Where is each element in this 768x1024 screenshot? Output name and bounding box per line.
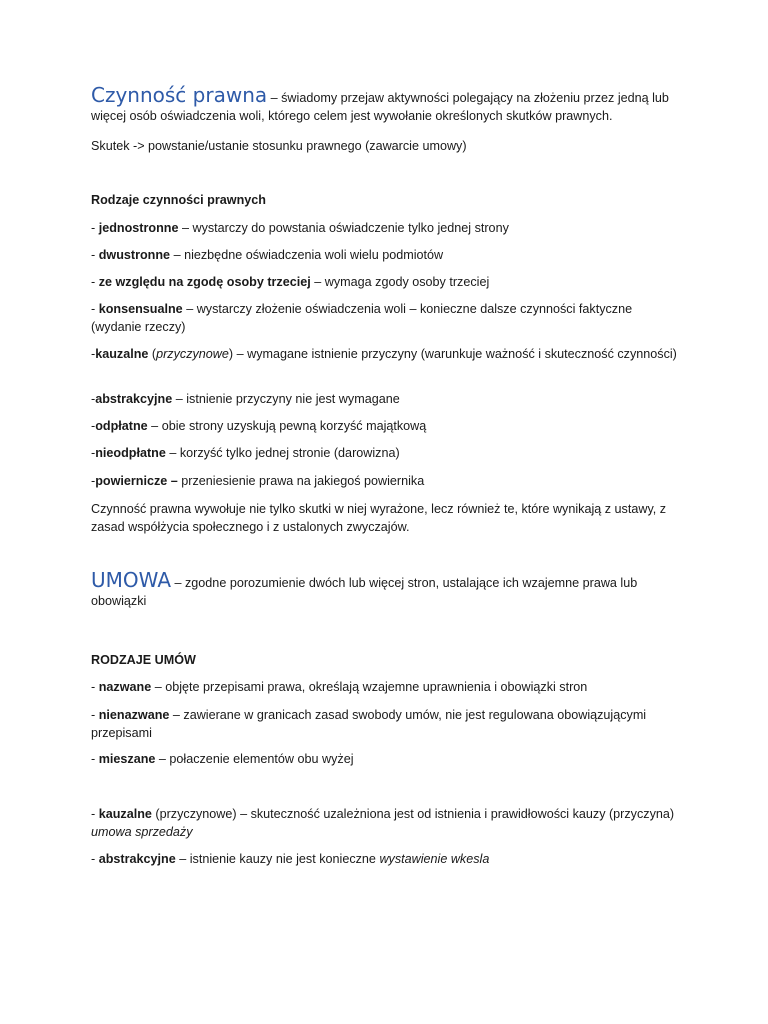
item-text: (	[148, 347, 157, 361]
item-text: – korzyść tylko jednej stronie (darowizna)	[165, 446, 400, 460]
item-term: odpłatne	[95, 419, 148, 433]
item-text: – wymaga zgody osoby trzeciej	[310, 275, 490, 289]
item-term: ze względu na zgodę osoby trzeciej	[98, 275, 311, 289]
item-term: powiernicze –	[95, 474, 178, 488]
item-example: umowa sprzedaży	[91, 825, 193, 839]
item-prefix: -	[91, 708, 99, 722]
item-text: – obie strony uzyskują pewną korzyść majątkową	[147, 419, 427, 433]
item-prefix: -	[91, 302, 99, 316]
item-term: nienazwane	[98, 708, 170, 722]
item-term: kauzalne	[98, 807, 152, 821]
item-prefix: -	[91, 807, 99, 821]
list-item	[91, 300, 681, 336]
section1-closing: Czynność prawna wywołuje nie tylko skutki w niej wyrażone, lecz również te, które wynikają z ustawy, z zasad współżycia społecznego i z ustalonych zwyczajów.	[91, 502, 667, 534]
section1-effect: Skutek -> powstanie/ustanie stosunku prawnego (zawarcie umowy)	[91, 139, 467, 153]
item-text: – istnienie przyczyny nie jest wymagane	[172, 392, 400, 406]
item-prefix: -	[91, 474, 96, 488]
list-item	[91, 706, 681, 742]
item-prefix: -	[91, 221, 99, 235]
item-text: – wystarczy złożenie oświadczenia woli – konieczne dalsze czynności faktyczne (wydanie rzeczy)	[91, 302, 633, 334]
section1-types-heading: Rodzaje czynności prawnych	[91, 193, 266, 207]
item-term: abstrakcyjne	[95, 392, 173, 406]
item-term: jednostronne	[98, 221, 179, 235]
item-example: wystawienie wkesla	[379, 852, 490, 866]
item-prefix: -	[91, 275, 99, 289]
item-prefix: -	[91, 752, 99, 766]
item-term: konsensualne	[98, 302, 183, 316]
item-prefix: -	[91, 852, 99, 866]
section2-types-heading: RODZAJE UMÓW	[91, 653, 196, 667]
list-item	[91, 750, 681, 768]
item-text: – niezbędne oświadczenia woli wielu podmiotów	[170, 248, 444, 262]
item-term: nazwane	[98, 680, 152, 694]
item-term: abstrakcyjne	[98, 852, 176, 866]
item-term: nieodpłatne	[95, 446, 166, 460]
item-text: (przyczynowe) – skuteczność uzależniona jest od istnienia i prawidłowości kauzy (przyczyna)	[151, 807, 675, 821]
item-text: – wystarczy do powstania oświadczenie tylko jednej strony	[178, 221, 509, 235]
item-prefix: -	[91, 446, 96, 460]
item-prefix: -	[91, 392, 96, 406]
item-text: – istnienie kauzy nie jest konieczne	[175, 852, 380, 866]
list-item	[91, 219, 681, 237]
item-term: dwustronne	[98, 248, 171, 262]
list-item	[91, 472, 681, 490]
section1-heading: Czynność prawna	[91, 83, 268, 107]
item-text: przeniesienie prawa na jakiegoś powiernika	[177, 474, 425, 488]
item-prefix: -	[91, 680, 99, 694]
section1-intro	[91, 83, 681, 125]
item-text: – objęte przepisami prawa, określają wzajemne uprawnienia i obowiązki stron	[151, 680, 588, 694]
list-item	[91, 678, 681, 696]
section2-intro	[91, 568, 681, 610]
list-item	[91, 273, 681, 291]
section2-heading: UMOWA	[91, 568, 171, 592]
item-term: kauzalne	[95, 347, 149, 361]
list-item	[91, 805, 681, 841]
list-item	[91, 345, 681, 363]
list-item	[91, 246, 681, 264]
list-item	[91, 390, 681, 408]
item-term: mieszane	[98, 752, 156, 766]
list-item	[91, 417, 681, 435]
item-prefix: -	[91, 347, 96, 361]
list-item	[91, 850, 681, 868]
item-text: – połaczenie elementów obu wyżej	[155, 752, 354, 766]
item-prefix: -	[91, 419, 96, 433]
list-item	[91, 444, 681, 462]
section1-definition: – świadomy przejaw aktywności polegający na złożeniu przez jedną lub więcej osób oświadczenia woli, którego celem jest wywołanie określonych skutków prawnych.	[91, 91, 669, 123]
section2-definition: – zgodne porozumienie dwóch lub więcej stron, ustalające ich wzajemne prawa lub obowiązki	[91, 576, 638, 608]
item-text: – zawierane w granicach zasad swobody umów, nie jest regulowana obowiązującymi przepisami	[91, 708, 647, 740]
item-italic: przyczynowe	[156, 347, 229, 361]
item-text: ) – wymagane istnienie przyczyny (warunkuje ważność i skuteczność czynności)	[228, 347, 677, 361]
item-prefix: -	[91, 248, 99, 262]
